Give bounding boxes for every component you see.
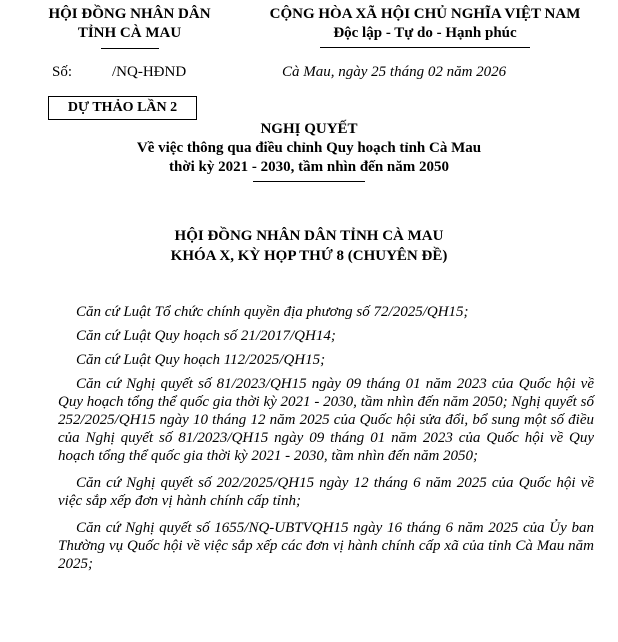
draft-label-box: DỰ THẢO LẦN 2 bbox=[48, 96, 197, 120]
motto-underline bbox=[320, 47, 530, 48]
issuing-authority bbox=[22, 5, 237, 49]
council-session: KHÓA X, KỲ HỌP THỨ 8 (CHUYÊN ĐỀ) bbox=[170, 248, 448, 264]
document-number bbox=[52, 64, 186, 81]
resolution-subject-line-1: Về việc thông qua điều chỉnh Quy hoạch tỉnh Cà Mau bbox=[136, 140, 482, 156]
document-number-label: Số: bbox=[52, 64, 73, 80]
document-number-value: /NQ-HĐND bbox=[112, 64, 187, 80]
national-title-line: CỘNG HÒA XÃ HỘI CHỦ NGHĨA VIỆT NAM bbox=[269, 6, 581, 22]
council-name: HỘI ĐỒNG NHÂN DÂN TỈNH CÀ MAU bbox=[174, 228, 444, 244]
authority-line-1: HỘI ĐỒNG NHÂN DÂN bbox=[48, 6, 211, 22]
resolution-title bbox=[0, 120, 618, 182]
resolution-subject-line-2: thời kỳ 2021 - 2030, tầm nhìn đến năm 2050 bbox=[168, 159, 449, 175]
legal-basis-paragraph: Căn cứ Nghị quyết số 81/2023/QH15 ngày 09 tháng 01 năm 2023 của Quốc hội về Quy hoạch tổng thể quốc gia thời kỳ 2021 - 2030, tầm nhìn đến năm 2050; Nghị quyết số 252/2025/QH15 ngày 10 tháng 12 năm 2025 của Quốc hội sửa đổi, bổ sung một số điều của Nghị quyết số 81/2023/QH15 ngày 09 tháng 01 năm 2023 của Quốc hội về Quy hoạch tổng thể quốc gia thời kỳ 2021 - 2030, tầm nhìn đến năm 2050; bbox=[58, 376, 594, 464]
legal-basis-paragraph: Căn cứ Nghị quyết số 202/2025/QH15 ngày 12 tháng 6 năm 2025 của Quốc hội về việc sắp xếp đơn vị hành chính cấp tỉnh; bbox=[58, 475, 594, 509]
legal-basis-paragraph: Căn cứ Luật Quy hoạch số 21/2017/QH14; bbox=[76, 328, 336, 344]
legal-basis-paragraph: Căn cứ Luật Quy hoạch 112/2025/QH15; bbox=[76, 352, 326, 368]
document-date: Cà Mau, ngày 25 tháng 02 năm 2026 bbox=[282, 64, 507, 80]
resolution-heading: NGHỊ QUYẾT bbox=[260, 121, 358, 137]
national-motto: Độc lập - Tự do - Hạnh phúc bbox=[333, 25, 517, 41]
legal-basis bbox=[58, 303, 594, 582]
title-underline bbox=[253, 181, 365, 182]
legal-basis-paragraph: Căn cứ Nghị quyết số 1655/NQ-UBTVQH15 ngày 16 tháng 6 năm 2025 của Ủy ban Thường vụ Quốc hội về việc sắp xếp các đơn vị hành chính cấp xã của tỉnh Cà Mau năm 2025; bbox=[58, 520, 594, 572]
authority-line-2: TỈNH CÀ MAU bbox=[77, 25, 182, 41]
council-header bbox=[0, 226, 618, 266]
authority-underline bbox=[101, 48, 159, 49]
legal-basis-paragraph: Căn cứ Luật Tổ chức chính quyền địa phương số 72/2025/QH15; bbox=[76, 304, 469, 320]
national-title bbox=[240, 5, 610, 48]
